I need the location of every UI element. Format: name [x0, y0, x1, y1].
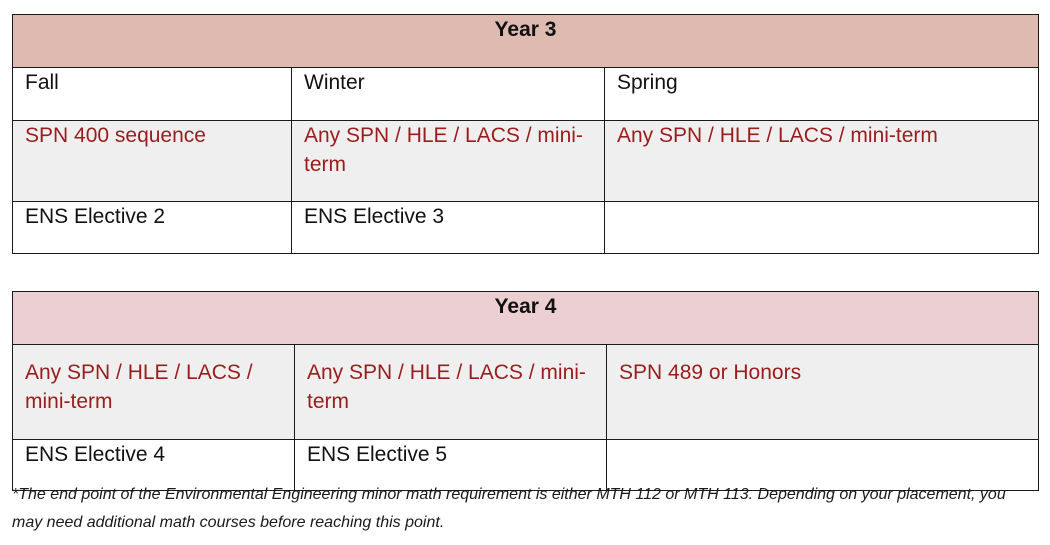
year-3-spring-elective — [605, 202, 1039, 254]
year-4-table — [12, 291, 1039, 491]
year-3-requirement-row — [13, 121, 1039, 202]
year-3-fall-elective: ENS Elective 2 — [13, 202, 292, 254]
footnote: *The end point of the Environmental Engineering minor math requirement is either MTH 112 or MTH 113. Depending on your placement, you may need additional math courses before reaching this point. — [12, 486, 1006, 531]
year-4-title: Year 4 — [13, 292, 1039, 345]
year-4-winter-elective: ENS Elective 5 — [295, 440, 607, 491]
year-4-spring-requirement: SPN 489 or Honors — [607, 345, 1039, 440]
year-3-title: Year 3 — [13, 15, 1039, 68]
semester-winter: Winter — [292, 68, 605, 121]
year-4-fall-elective: ENS Elective 4 — [13, 440, 295, 491]
year-4-winter-requirement: Any SPN / HLE / LACS / mini-term — [295, 345, 607, 440]
year-3-elective-row — [13, 202, 1039, 254]
year-4-header-row — [13, 292, 1039, 345]
year-4-fall-requirement: Any SPN / HLE / LACS / mini-term — [13, 345, 295, 440]
semester-fall: Fall — [13, 68, 292, 121]
semester-spring: Spring — [605, 68, 1039, 121]
year-3-spring-requirement: Any SPN / HLE / LACS / mini-term — [605, 121, 1039, 202]
year-3-header-row — [13, 15, 1039, 68]
year-4-requirement-row — [13, 345, 1039, 440]
year-3-winter-elective: ENS Elective 3 — [292, 202, 605, 254]
semester-row — [13, 68, 1039, 121]
year-3-winter-requirement: Any SPN / HLE / LACS / mini-term — [292, 121, 605, 202]
year-3-table — [12, 14, 1039, 254]
year-3-fall-requirement: SPN 400 sequence — [13, 121, 292, 202]
